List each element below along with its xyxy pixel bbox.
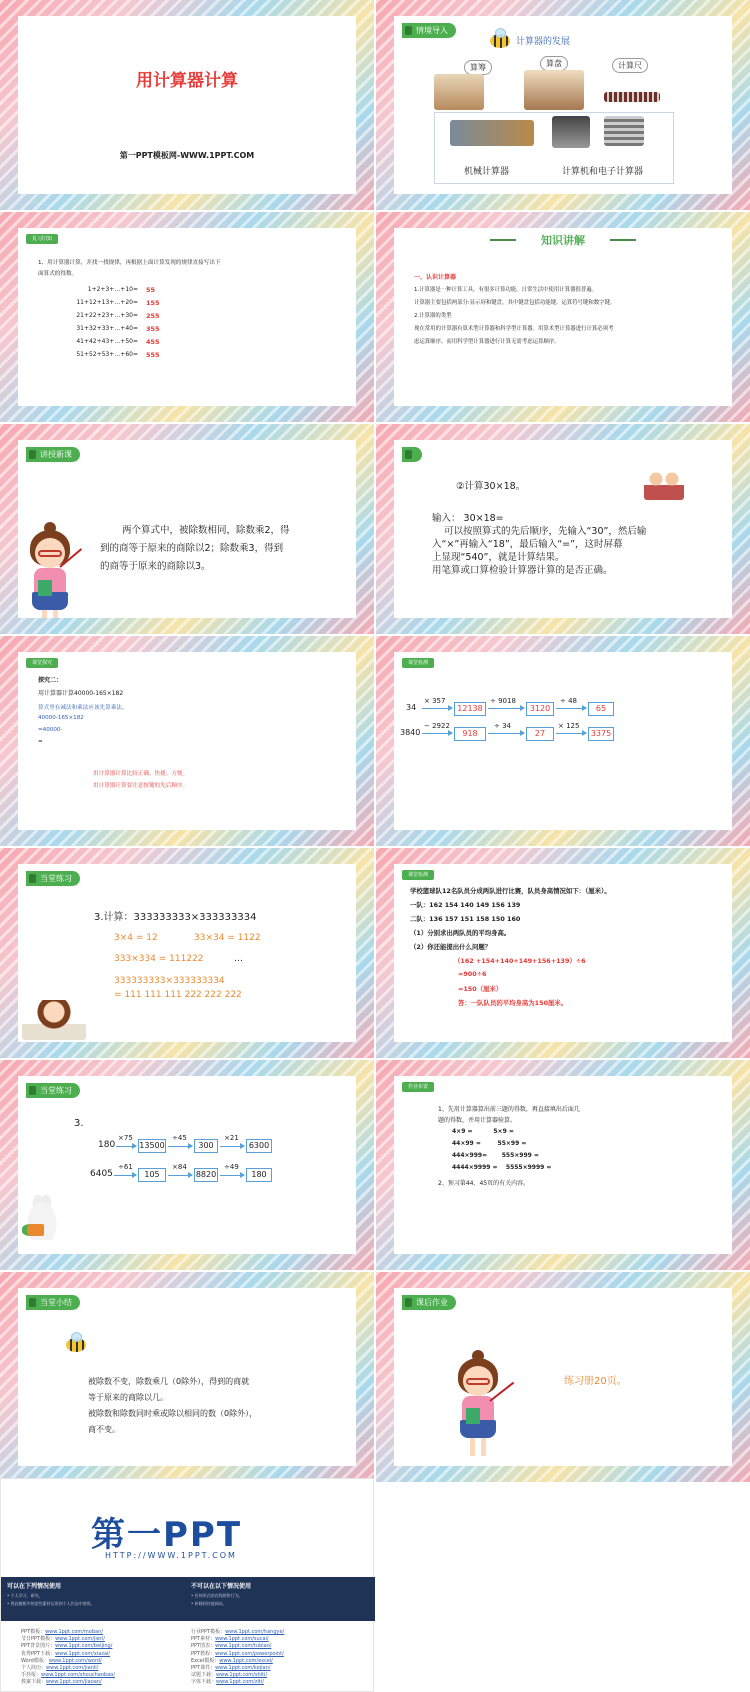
footer-link-url[interactable]: www.1ppt.com/shiti/ [216, 1672, 268, 1679]
sum-answer: 155 [146, 299, 160, 307]
teacher-illustration [448, 1358, 508, 1458]
vine-left-decor [490, 239, 516, 241]
footer-link-label: PPT素材： [191, 1636, 216, 1643]
chain2-op-2: ×84 [172, 1163, 187, 1171]
exercise-question: 3.计算：333333333×333333334 [94, 912, 257, 923]
bee-icon [66, 1338, 86, 1352]
teacher-illustration [20, 530, 80, 618]
homework-line-2: 题的得数，并用计算器验算。 [438, 1117, 517, 1124]
label-jisuanchi: 计算尺 [612, 58, 648, 73]
slide-2[interactable] [376, 0, 750, 210]
chain1-arrow-3 [220, 1146, 244, 1147]
footer-link-url[interactable]: www.1ppt.com/word/ [48, 1657, 102, 1664]
homework-line-3: 4×9 = 5×9 = [452, 1128, 514, 1135]
conclusion-1: 用计算器计算比较正确、快捷、方便。 [93, 771, 189, 777]
slide-12[interactable] [376, 1060, 750, 1270]
slide-12-content [394, 1076, 732, 1254]
footer-link-label: 教案下载： [21, 1679, 47, 1686]
chain2-op-1: − 2922 [424, 722, 450, 730]
slide-5-content [18, 440, 356, 618]
label-suanchou: 算筹 [464, 60, 492, 75]
section-tag: 作业布置 [402, 1082, 434, 1092]
section-tag [402, 447, 422, 462]
chain1-op-2: ÷ 9018 [490, 697, 516, 705]
slide-4-content [394, 228, 732, 406]
slide-6-content [394, 440, 732, 618]
sum-answer: 55 [146, 286, 156, 294]
slide-14-content [394, 1288, 732, 1466]
sum-answer: 255 [146, 312, 160, 320]
solution-step-2: =900÷6 [458, 970, 487, 978]
chain1-value-2: 300 [194, 1139, 218, 1153]
slide-13-content [18, 1288, 356, 1466]
knowledge-head: 一、认识计算器 [414, 274, 457, 281]
chain2-start: 6405 [90, 1169, 113, 1179]
chain2-arrow-3 [220, 1175, 244, 1176]
chain2-arrow-1 [422, 733, 452, 734]
footer-link-label: PPT课件： [191, 1665, 216, 1672]
footer-link-label: Excel模板： [191, 1657, 220, 1664]
chain1-value-3: 6300 [246, 1139, 272, 1153]
explore-step-1: 40000-165×182 [38, 715, 84, 721]
slide-13[interactable] [0, 1272, 374, 1482]
pattern-1: 3×4 = 12 [114, 933, 158, 943]
footer-link-row[interactable] [21, 1643, 115, 1650]
explain-line-3: 的商等于原来的商除以3。 [100, 561, 211, 572]
homework-line-5: 444×999= 555×999 = [452, 1152, 539, 1159]
chain2-arrow-2 [488, 733, 524, 734]
footer-link-label: 节日PPT模板： [21, 1636, 56, 1643]
chain2-op-2: ÷ 34 [494, 722, 511, 730]
summary-line-3: 被除数和除数同时乘或除以相同的数（0除外）， [88, 1409, 258, 1418]
cannot-use-2: • 转载到其他网站。 [191, 1601, 227, 1606]
sum-answer: 355 [146, 325, 160, 333]
homework-line-7: 2、预习第44、45页的有关内容。 [438, 1180, 530, 1187]
footer-link-row[interactable] [191, 1651, 284, 1658]
brand-page [0, 1478, 374, 1692]
chain1-value-3: 65 [588, 702, 614, 716]
mechanical-calculator-image [450, 120, 534, 146]
intro-line-1: 1、用计算器计算，并找一找规律，再根据上面计算发现的规律直接写出下 [38, 260, 221, 266]
slide-10-content [394, 864, 732, 1042]
footer-link-row[interactable] [21, 1679, 115, 1686]
sum-expression: 31+32+33+…+40= [76, 325, 138, 332]
footer-link-url[interactable]: www.1ppt.com/shouchaobao/ [41, 1672, 115, 1679]
chain2-op-3: × 125 [558, 722, 580, 730]
slide-5[interactable] [0, 424, 374, 634]
slide-9-content [18, 864, 356, 1042]
footer-link-label: Word模板： [21, 1657, 49, 1664]
chain1-op-3: ×21 [224, 1134, 239, 1142]
summary-line-2: 等于原来的商除以几。 [88, 1393, 168, 1402]
right-links [191, 1629, 284, 1687]
slide-11-content [18, 1076, 356, 1254]
knowledge-line-2: 计算器主要包括两部分:显示屏和键盘。其中键盘包括功能键、运算符号键和数字键。 [414, 300, 616, 306]
slide-10[interactable] [376, 848, 750, 1058]
chain1-value-2: 3120 [526, 702, 554, 716]
homework-line-6: 4444×9999 = 5555×9999 = [452, 1164, 552, 1171]
chain2-op-1: ÷61 [118, 1163, 133, 1171]
can-use-title: 可以在下列情况使用 [7, 1583, 62, 1590]
step-line-4: 用笔算或口算检验计算器计算的是否正确。 [432, 565, 613, 576]
chain1-arrow-2 [168, 1146, 192, 1147]
slide-subtitle: 第一PPT模板网-WWW.1PPT.COM [119, 151, 255, 160]
footer-link-url[interactable]: www.1ppt.com/jiaoan/ [46, 1679, 102, 1686]
chain1-op-1: ×75 [118, 1134, 133, 1142]
footer-link-url[interactable]: www.1ppt.com/tubiao/ [215, 1643, 272, 1650]
footer-link-url[interactable]: www.1ppt.com/sucai/ [215, 1636, 269, 1643]
cannot-use-1: • 任何形式的在线销售行为。 [191, 1593, 243, 1598]
footer-link-url[interactable]: www.1ppt.com/jianli/ [46, 1665, 99, 1672]
slide-3[interactable] [0, 212, 374, 422]
slide-8[interactable] [376, 636, 750, 846]
chain2-value-1: 918 [454, 727, 486, 741]
footer-link-url[interactable]: www.1ppt.com/excel/ [219, 1657, 273, 1664]
solution-step-1: （162 +154+140+149+156+139）÷6 [454, 957, 586, 965]
chain2-start: 3840 [400, 728, 421, 737]
footer-link-url[interactable]: www.1ppt.com/jieri/ [55, 1636, 105, 1643]
knowledge-line-4: 现在常用的计算器有算术型计算器和科学型计算器。用算术型计算器进行计算必须考 [414, 326, 614, 332]
electronic-calculator-image [604, 116, 644, 146]
chain1-value-1: 12138 [454, 702, 486, 716]
slide-6[interactable] [376, 424, 750, 634]
sum-expression: 11+12+13+…+20= [76, 299, 138, 306]
computer-image [552, 116, 590, 148]
slide-11[interactable] [0, 1060, 374, 1270]
answer-expression: 333333333×333333334 [114, 976, 225, 986]
chain1-arrow-3 [556, 708, 586, 709]
footer-link-row[interactable] [191, 1643, 284, 1650]
cannot-use-title: 不可以在以下情况使用 [191, 1583, 252, 1590]
section-tag: 当堂练习 [26, 871, 80, 886]
summary-line-1: 被除数不变，除数乘几（0除外），得到的商就 [88, 1377, 250, 1386]
slide-2-content [394, 16, 732, 194]
footer-link-label: PPT教程： [191, 1650, 216, 1657]
footer-link-url[interactable]: www.1ppt.com/hangye/ [225, 1629, 285, 1635]
solution-answer: 答：一队队员的平均身高为150厘米。 [458, 999, 568, 1007]
footer-link-label: 行业PPT模板： [191, 1629, 226, 1635]
chain1-op-2: ÷45 [172, 1134, 187, 1142]
pattern-2: 33×34 = 1122 [194, 933, 261, 943]
footer-link-url[interactable]: www.1ppt.com/xiazai/ [55, 1650, 111, 1657]
section-tag: 当堂练习 [26, 1083, 80, 1098]
problem-title: ②计算30×18。 [456, 481, 526, 492]
sum-answer: 455 [146, 338, 160, 346]
section-tag: 讲授新课 [26, 447, 80, 462]
slide-14[interactable] [376, 1272, 750, 1482]
students-illustration [644, 470, 684, 500]
footer-link-label: PPT背景图片： [21, 1643, 56, 1650]
explain-line-1: 两个算式中，被除数相同，除数乘2，得 [122, 525, 290, 536]
slide-7-content [18, 652, 356, 830]
can-use-2: • 将此模板中的某些素材运用到个人作品中使用。 [7, 1601, 95, 1606]
slide-3-content [18, 228, 356, 406]
reading-girl-illustration [22, 1000, 86, 1040]
slide-rule-image [604, 92, 660, 102]
ancient-counting-image [434, 74, 484, 110]
slide-1[interactable] [0, 0, 374, 210]
slide-4[interactable] [376, 212, 750, 422]
section-banner: 知识讲解 [541, 234, 585, 247]
section-tag: 课堂检测 [402, 658, 434, 668]
abacus-users-image [524, 70, 584, 110]
sub-question-2: （2）你还能提出什么问题？ [410, 943, 492, 951]
chain1-op-3: ÷ 48 [560, 697, 577, 705]
chain2-value-2: 8820 [194, 1168, 218, 1182]
left-links [21, 1629, 115, 1687]
footer-link-url[interactable]: www.1ppt.com/kejian/ [215, 1665, 271, 1672]
chain1-value-1: 13500 [138, 1139, 166, 1153]
footer-link-row[interactable] [21, 1658, 115, 1665]
carrot-icon [22, 1224, 44, 1236]
intro-line-2: 面算式的得数。 [38, 271, 78, 277]
usage-band [1, 1577, 375, 1621]
explore-step-2: =40000- [38, 727, 63, 733]
section-tag: 课堂检测 [402, 870, 434, 880]
footer-link-label: 个人简历： [21, 1665, 47, 1672]
homework-line-4: 44×99 = 55×99 = [452, 1140, 527, 1147]
chain1-arrow-1 [422, 708, 452, 709]
homework-line-1: 1、先用计算器算出前三题的得数，再直接填出后面几 [438, 1106, 580, 1113]
sum-expression: 41+42+43+…+50= [76, 338, 138, 345]
brand-url: HTTP://WWW.1PPT.COM [105, 1551, 237, 1560]
explore-hint: 算式里有减法和乘法应该先算乘法。 [38, 705, 128, 711]
brand-logo: 第一PPT [91, 1515, 243, 1555]
footer-link-row[interactable] [191, 1658, 284, 1665]
footer-link-row[interactable] [191, 1679, 284, 1686]
summary-line-4: 商不变。 [88, 1425, 120, 1434]
slide-1-content [18, 16, 356, 194]
footer-link-label: 字体下载： [191, 1679, 217, 1686]
chain2-value-2: 27 [526, 727, 554, 741]
step-line-1: 可以按照算式的先后顺序，先输入“30”，然后输 [444, 526, 647, 537]
section-tag: 当堂小结 [26, 1295, 80, 1310]
homework-text: 练习册20页。 [564, 1376, 627, 1387]
explain-line-2: 到的商等于原来的商除以2；除数乘3，得到 [100, 543, 284, 554]
slide-7[interactable] [0, 636, 374, 846]
chain1-arrow-1 [116, 1146, 136, 1147]
chain2-value-3: 180 [246, 1168, 272, 1182]
chain2-arrow-3 [556, 733, 586, 734]
footer-link-label: PPT模板： [21, 1629, 46, 1635]
label-mechanical: 机械计算器 [464, 167, 510, 177]
slide-9[interactable] [0, 848, 374, 1058]
footer-link-label: 手抄报： [21, 1672, 42, 1679]
footer-link-url[interactable]: www.1ppt.com/moban/ [45, 1629, 103, 1635]
chain2-arrow-1 [114, 1175, 136, 1176]
solution-step-3: =150（厘米） [458, 985, 503, 993]
can-use-1: • 个人学习、研究。 [7, 1593, 43, 1598]
footer-link-row[interactable] [21, 1651, 115, 1658]
section-tag: 课堂探究 [26, 658, 58, 668]
sum-expression: 51+52+53+…+60= [76, 351, 138, 358]
footer-link-label: PPT图表： [191, 1643, 216, 1650]
chain2-op-3: ÷49 [224, 1163, 239, 1171]
footer-link-label: 优秀PPT下载： [21, 1650, 56, 1657]
sum-answer: 555 [146, 351, 160, 359]
section-tag: 复习旧知 [26, 234, 58, 244]
sum-expression: 21+22+23+…+30= [76, 312, 138, 319]
explore-question: 用计算器计算40000-165×182 [38, 690, 124, 697]
chain2-value-1: 105 [138, 1168, 166, 1182]
team-1-heights: 一队：162 154 140 149 156 139 [410, 901, 521, 909]
footer-link-url[interactable]: www.1ppt.com/ziti/ [216, 1679, 264, 1686]
step-line-2: 入“×”再输入“18”，最后输入“=”，这时屏幕 [432, 539, 623, 550]
chain2-value-3: 3375 [588, 727, 614, 741]
height-question: 学校篮球队12名队员分成两队进行比赛，队员身高情况如下：（厘米）。 [410, 887, 611, 895]
sub-question-1: （1）分别求出两队员的平均身高。 [410, 929, 511, 937]
footer-link-url[interactable]: www.1ppt.com/beijing/ [55, 1643, 113, 1650]
pattern-3: 333×334 = 111222 [114, 954, 204, 964]
sum-expression: 1+2+3+…+10= [87, 286, 138, 293]
section-tag: 情境导入 [402, 23, 456, 38]
explore-head: 探究二： [38, 677, 63, 684]
bee-icon [490, 34, 510, 48]
knowledge-line-3: 2.计算器的类型 [414, 313, 452, 319]
footer-link-url[interactable]: www.1ppt.com/powerpoint/ [215, 1650, 284, 1657]
label-suanpan: 算盘 [540, 56, 568, 71]
chain1-arrow-2 [488, 708, 524, 709]
step-line-3: 上显现“540”，就是计算结果。 [432, 552, 565, 563]
slide-title: 用计算器计算 [136, 71, 238, 91]
chain1-op-1: × 357 [424, 697, 446, 705]
knowledge-line-1: 1.计算器是一种计算工具，有很多计算功能，日常生活中使用计算器很普遍。 [414, 287, 598, 293]
conclusion-2: 用计算器计算要注意按键的先后顺序。 [93, 783, 189, 789]
pattern-ellipsis: … [234, 954, 243, 964]
chain1-start: 180 [98, 1140, 116, 1150]
vine-right-decor [610, 239, 636, 241]
section-tag: 课后作业 [402, 1295, 456, 1310]
explore-step-3: = [38, 739, 43, 745]
chain1-start: 34 [406, 703, 417, 712]
input-line: 输入： 30×18= [432, 513, 504, 524]
team-2-heights: 二队：136 157 151 158 150 160 [410, 915, 521, 923]
section-heading: 计算器的发展 [516, 37, 571, 47]
answer-result: = 111 111 111 222 222 222 [114, 990, 242, 1000]
slide-8-content [394, 652, 732, 830]
label-electronic: 计算机和电子计算器 [562, 167, 644, 177]
knowledge-line-5: 虑运算顺序。而用科学型计算器进行计算无需考虑运算顺序。 [414, 339, 560, 345]
exercise-number: 3. [74, 1118, 84, 1129]
footer-link-label: 试题下载： [191, 1672, 217, 1679]
chain2-arrow-2 [168, 1175, 192, 1176]
